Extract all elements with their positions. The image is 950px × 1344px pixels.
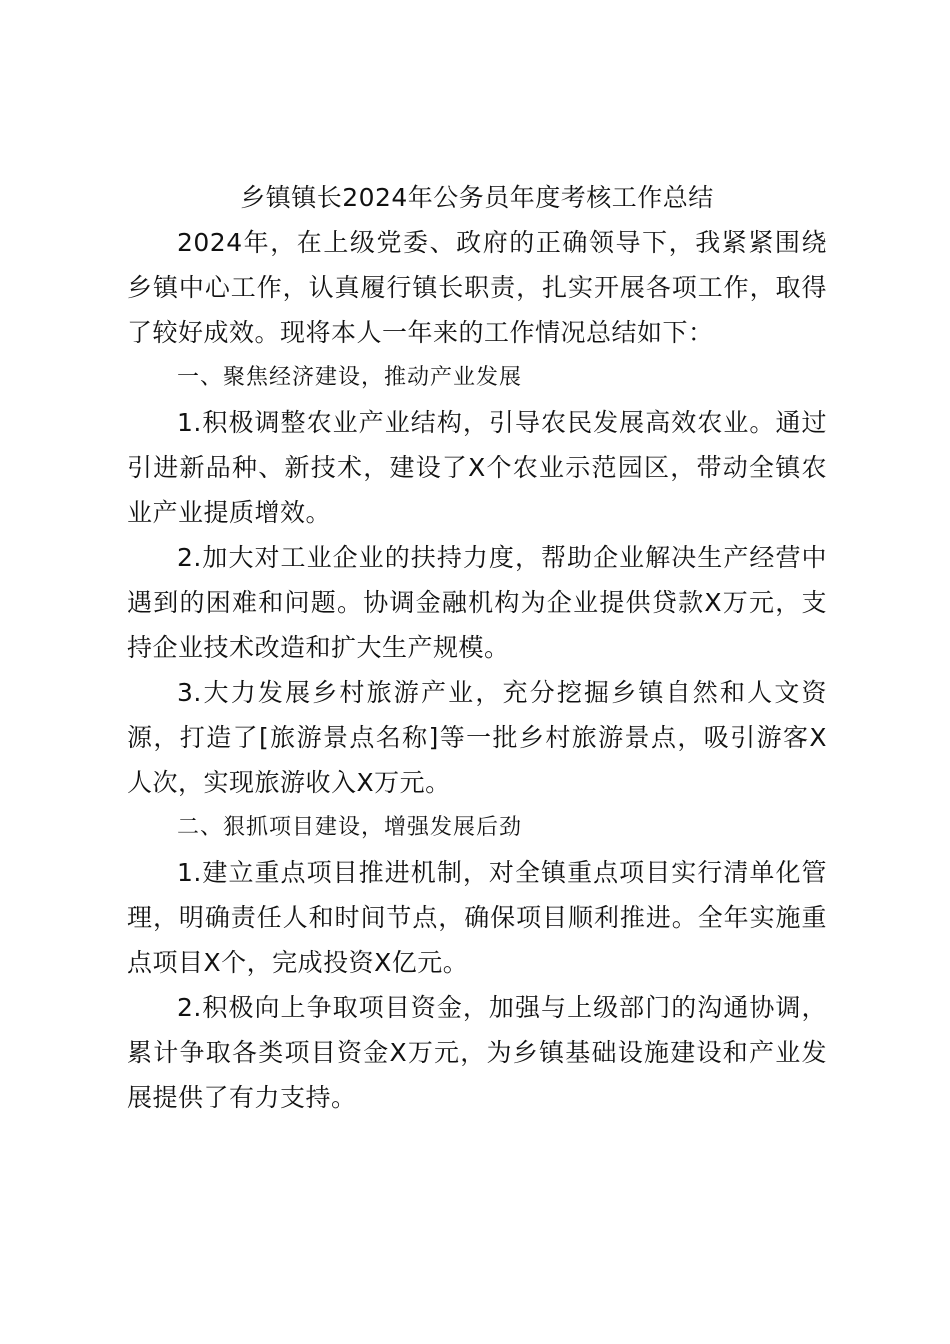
section-heading-1: 一、聚焦经济建设，推动产业发展 bbox=[177, 365, 523, 390]
document-body bbox=[127, 175, 827, 1120]
section-1-item-2: 2.加大对工业企业的扶持力度，帮助企业解决生产经营中遇到的困难和问题。协调金融机构为企业提供贷款X万元，支持企业技术改造和扩大生产规模。 bbox=[127, 543, 827, 662]
section-1-item-3: 3.大力发展乡村旅游产业，充分挖掘乡镇自然和人文资源，打造了[旅游景点名称]等一批乡村旅游景点，吸引游客X人次，实现旅游收入X万元。 bbox=[127, 678, 827, 797]
section-2-item-1: 1.建立重点项目推进机制，对全镇重点项目实行清单化管理，明确责任人和时间节点，确保项目顺利推进。全年实施重点项目X个，完成投资X亿元。 bbox=[127, 858, 827, 977]
document-title: 乡镇镇长2024年公务员年度考核工作总结 bbox=[240, 183, 714, 212]
intro-paragraph: 2024年，在上级党委、政府的正确领导下，我紧紧围绕乡镇中心工作，认真履行镇长职责，扎实开展各项工作，取得了较好成效。现将本人一年来的工作情况总结如下： bbox=[127, 228, 827, 347]
section-heading-2: 二、狠抓项目建设，增强发展后劲 bbox=[177, 815, 523, 840]
section-1-item-1: 1.积极调整农业产业结构，引导农民发展高效农业。通过引进新品种、新技术，建设了X个农业示范园区，带动全镇农业产业提质增效。 bbox=[127, 408, 827, 527]
section-2-item-2: 2.积极向上争取项目资金，加强与上级部门的沟通协调，累计争取各类项目资金X万元，为乡镇基础设施建设和产业发展提供了有力支持。 bbox=[127, 993, 827, 1112]
